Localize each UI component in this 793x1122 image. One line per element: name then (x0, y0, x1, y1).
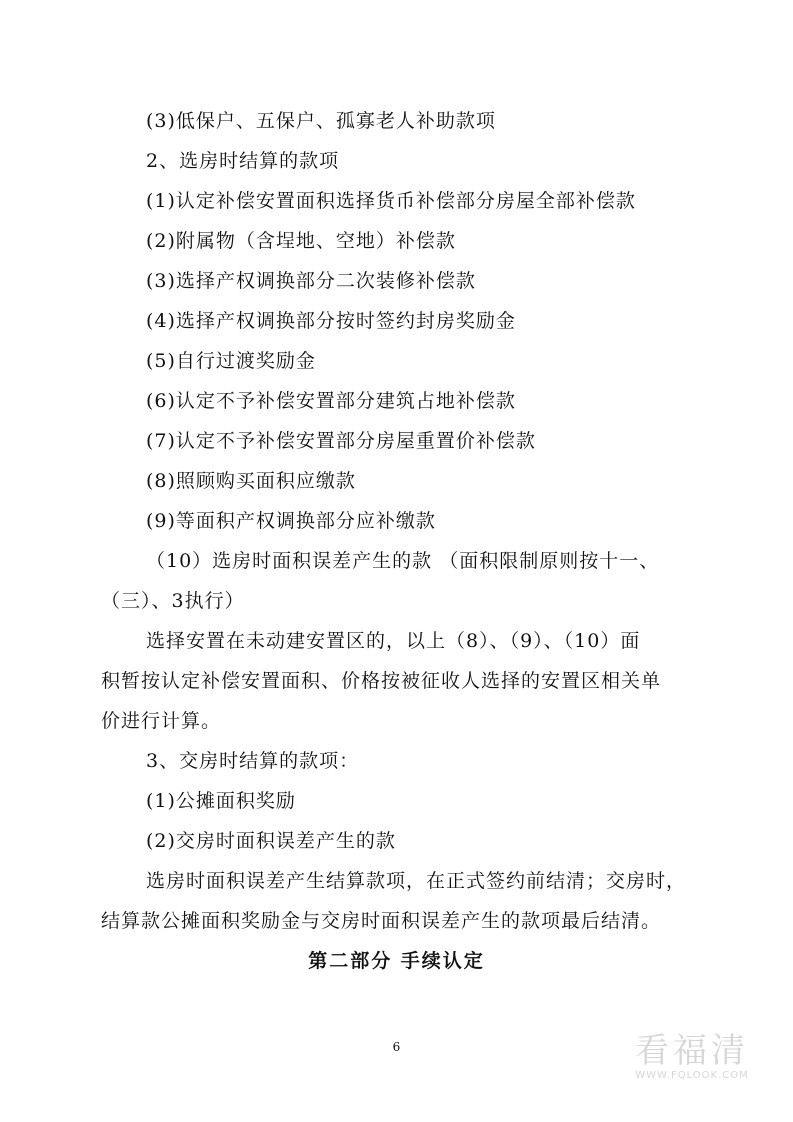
section-heading: 第二部分 手续认定 (308, 950, 485, 972)
item-signing-bonus: (4)选择产权调换部分按时签约封房奖励金 (146, 310, 516, 332)
paragraph-placement-line3: 价进行计算。 (101, 710, 222, 732)
item-area-error-line1: （10）选房时面积误差产生的款 （面积限制原则按十一、 (146, 550, 660, 572)
item-transition-bonus: (5)自行过渡奖励金 (146, 350, 316, 372)
item-low-income-subsidy: (3)低保户、五保户、孤寡老人补助款项 (146, 110, 496, 132)
item-currency-compensation: (1)认定补偿安置面积选择货币补偿部分房屋全部补偿款 (146, 190, 636, 212)
item-replacement-compensation: (7)认定不予补偿安置部分房屋重置价补偿款 (146, 430, 536, 452)
item-renovation-compensation: (3)选择产权调换部分二次装修补偿款 (146, 270, 476, 292)
page-number: 6 (392, 1040, 401, 1054)
item-equal-area-payment: (9)等面积产权调换部分应补缴款 (146, 510, 436, 532)
item-land-compensation: (6)认定不予补偿安置部分建筑占地补偿款 (146, 390, 516, 412)
item-area-error-line2: （三）、3执行） (101, 590, 245, 612)
watermark (617, 1032, 767, 1084)
watermark-text: 看福清 (635, 1031, 749, 1071)
paragraph-settlement-line2: 结算款公摊面积奖励金与交房时面积误差产生的款项最后结清。 (101, 910, 662, 932)
item-shared-area-bonus: (1)公摊面积奖励 (146, 790, 296, 812)
section-selection-settlement: 2、选房时结算的款项 (146, 150, 340, 172)
paragraph-settlement-line1: 选房时面积误差产生结算款项，在正式签约前结清；交房时， (146, 870, 687, 892)
paragraph-placement-line2: 积暂按认定补偿安置面积、价格按被征收人选择的安置区相关单 (101, 670, 662, 692)
watermark-url: WWW.FQLOOK.COM (635, 1070, 749, 1081)
paragraph-placement-line1: 选择安置在未动建安置区的，以上（8）、（9）、（10）面 (146, 630, 641, 652)
section-handover-settlement: 3、交房时结算的款项： (146, 750, 360, 772)
item-handover-area-error: (2)交房时面积误差产生的款 (146, 830, 396, 852)
item-appendage-compensation: (2)附属物（含埕地、空地）补偿款 (146, 230, 456, 252)
item-purchase-payment: (8)照顾购买面积应缴款 (146, 470, 356, 492)
